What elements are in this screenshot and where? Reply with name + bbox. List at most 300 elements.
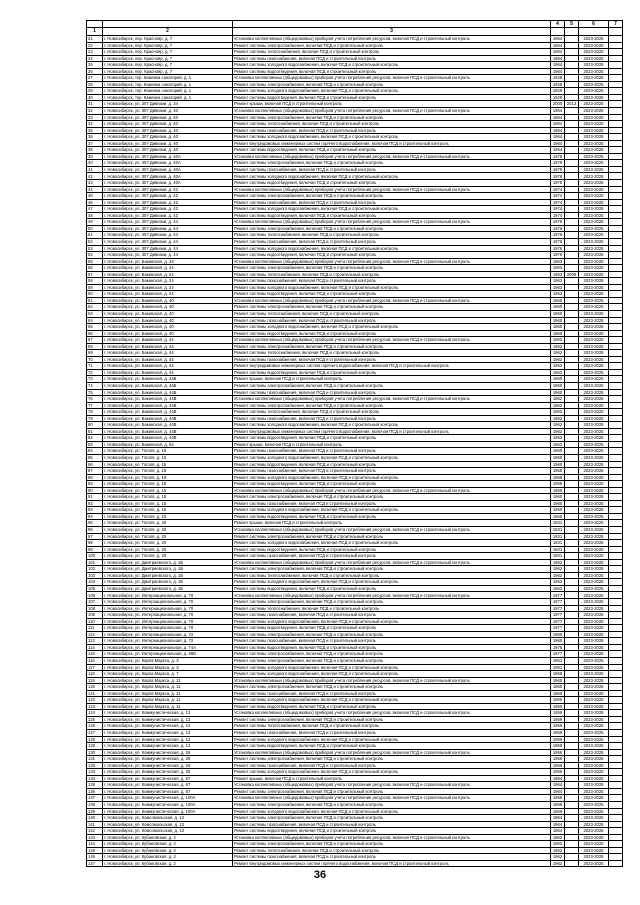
work-type-cell: Ремонт системы газоснабжения, включая ПСД и строительный контроль <box>233 238 551 245</box>
period-cell: 2023-2025 <box>579 664 609 671</box>
row-number-cell: 114 <box>87 644 103 651</box>
row-number-cell: 131 <box>87 756 103 763</box>
address-cell: г. Новосибирск, ул. Карла Маркса, д. 11 <box>103 677 233 684</box>
period-cell: 2023-2025 <box>579 599 609 606</box>
year-built-cell: 1962 <box>551 428 565 435</box>
period-cell: 2023-2025 <box>579 703 609 710</box>
period-cell: 2023-2025 <box>579 834 609 841</box>
address-cell: г. Новосибирск, ул. 307 Дивизии, д. 42 <box>103 193 233 200</box>
year-built-cell: 1956 <box>551 749 565 756</box>
work-type-cell: Ремонт системы теплоснабжения, включая ПСД и строительный контроль <box>233 572 551 579</box>
work-type-cell: Ремонт системы холодного водоснабжения, включая ПСД и строительный контроль <box>233 62 551 69</box>
row-number-cell: 63 <box>87 310 103 317</box>
address-cell: г. Новосибирск, ул. Бакинская, д. 40 <box>103 310 233 317</box>
address-cell: г. Новосибирск, ул. 307 Дивизии, д. 44 <box>103 232 233 239</box>
period-cell: 2023-2025 <box>579 350 609 357</box>
row-number-cell: 52 <box>87 238 103 245</box>
period-cell: 2023-2025 <box>579 815 609 822</box>
work-type-cell: Ремонт системы теплоснабжения, включая ПСД и строительный контроль <box>233 310 551 317</box>
work-type-cell: Ремонт системы холодного водоснабжения, включая ПСД и строительный контроль <box>233 245 551 252</box>
period-cell: 2023-2025 <box>579 324 609 331</box>
work-type-cell: Ремонт системы холодного водоснабжения, включая ПСД и строительный контроль <box>233 579 551 586</box>
address-cell: г. Новосибирск, тер. Каменка санаторий, д. 1 <box>103 81 233 88</box>
period-cell: 2023-2025 <box>579 284 609 291</box>
address-cell: г. Новосибирск, ул. Коммунистическая, д. 100А <box>103 801 233 808</box>
address-cell: г. Новосибирск, ул. Коммунистическая, д. 26 <box>103 749 233 756</box>
work-type-cell: Ремонт системы водоотведения, включая ПСД и строительный контроль <box>233 828 551 835</box>
address-cell: г. Новосибирск, ул. Коммунистическая, д. 67 <box>103 788 233 795</box>
year-built-cell: 1931 <box>551 533 565 540</box>
year-built-cell: 1962 <box>551 579 565 586</box>
work-type-cell: Ремонт системы холодного водоснабжения, включая ПСД и строительный контроль <box>233 134 551 141</box>
year-built-cell: 1976 <box>551 232 565 239</box>
year-built-cell: 1962 <box>551 422 565 429</box>
work-type-cell: Ремонт системы электроснабжения, включая ПСД и строительный контроль <box>233 684 551 691</box>
work-type-cell: Ремонт системы газоснабжения, включая ПСД и строительный контроль <box>233 500 551 507</box>
year-built-cell: 1959 <box>551 723 565 730</box>
period-cell: 2023-2025 <box>579 166 609 173</box>
year-built-cell: 1962 <box>551 363 565 370</box>
work-type-cell: Ремонт крыши, включая ПСД и строительный контроль <box>233 775 551 782</box>
row-number-cell: 91 <box>87 494 103 501</box>
address-cell: г. Новосибирск, ул. Карла Маркса, д. 11 <box>103 690 233 697</box>
address-cell: г. Новосибирск, ул. 307 Дивизии, д. 42 <box>103 186 233 193</box>
row-number-cell: 144 <box>87 841 103 848</box>
table-body <box>87 36 623 867</box>
row-number-cell: 54 <box>87 252 103 259</box>
row-number-cell: 32 <box>87 108 103 115</box>
address-cell: г. Новосибирск, ул. Бакинская, д. 44 <box>103 337 233 344</box>
address-cell: г. Новосибирск, ул. Интернациональная, д. 74А <box>103 644 233 651</box>
work-type-cell: Ремонт системы холодного водоснабжения, включая ПСД и строительный контроль <box>233 664 551 671</box>
row-number-cell: 61 <box>87 297 103 304</box>
period-cell: 2023-2025 <box>579 121 609 128</box>
period-cell: 2023-2025 <box>579 68 609 75</box>
address-cell: г. Новосибирск, ул. Кубановская, д. 2 <box>103 834 233 841</box>
year-built-cell: 1964 <box>551 114 565 121</box>
address-cell: г. Новосибирск, ул. 307 Дивизии, д. 40 <box>103 147 233 154</box>
header-cell <box>565 28 579 36</box>
work-type-cell: Ремонт системы теплоснабжения, включая ПСД и строительный контроль <box>233 49 551 56</box>
period-cell: 2023-2025 <box>579 140 609 147</box>
year-built-cell: 1966 <box>551 801 565 808</box>
address-cell: г. Новосибирск, ул. Гоголя, д. 19 <box>103 468 233 475</box>
work-type-cell: Установка коллективных (общедомовых) приборов учета потребления ресурсов, включая ПСД и строительный контроль <box>233 592 551 599</box>
year-built-cell: 1964 <box>551 55 565 62</box>
work-type-cell: Ремонт системы газоснабжения, включая ПСД и строительный контроль <box>233 854 551 861</box>
year-built-cell: 1960 <box>551 297 565 304</box>
address-cell: г. Новосибирск, пер. Краснояр, д. 7 <box>103 68 233 75</box>
period-cell: 2023-2025 <box>579 402 609 409</box>
work-type-cell: Установка коллективных (общедомовых) приборов учета потребления ресурсов, включая ПСД и строительный контроль <box>233 795 551 802</box>
work-type-cell: Ремонт системы водоотведения, включая ПСД и строительный контроль <box>233 703 551 710</box>
year-built-cell: 1976 <box>551 252 565 259</box>
work-type-cell: Ремонт системы электроснабжения, включая ПСД и строительный контроль <box>233 160 551 167</box>
year-built-cell: 1977 <box>551 605 565 612</box>
period-cell: 2023-2025 <box>579 527 609 534</box>
year-built-cell: 1974 <box>551 186 565 193</box>
address-cell: г. Новосибирск, ул. Бакинская, д. 24 <box>103 291 233 298</box>
work-type-cell: Установка коллективных (общедомовых) приборов учета потребления ресурсов, включая ПСД и строительный контроль <box>233 258 551 265</box>
year-built-cell: 1931 <box>551 546 565 553</box>
period-cell: 2023-2025 <box>579 317 609 324</box>
period-cell: 2023-2025 <box>579 219 609 226</box>
period-cell: 2023-2025 <box>579 559 609 566</box>
row-number-cell: 122 <box>87 697 103 704</box>
work-type-cell: Ремонт системы электроснабжения, включая ПСД и строительный контроль <box>233 402 551 409</box>
address-cell: г. Новосибирск, ул. Карла Маркса, д. 7 <box>103 671 233 678</box>
work-type-cell: Ремонт системы холодного водоснабжения, включая ПСД и строительный контроль <box>233 671 551 678</box>
row-number-cell: 49 <box>87 219 103 226</box>
address-cell: г. Новосибирск, ул. Бакинская, д. 44 <box>103 363 233 370</box>
year-built-cell: 1960 <box>551 703 565 710</box>
row-number-cell: 107 <box>87 599 103 606</box>
header-cell: 2 <box>103 28 233 36</box>
period-cell: 2023-2025 <box>579 147 609 154</box>
work-type-cell: Ремонт системы газоснабжения, включая ПСД и строительный контроль <box>233 55 551 62</box>
address-cell: г. Новосибирск, ул. 307 Дивизии, д. 44 <box>103 245 233 252</box>
year-built-cell: 1962 <box>551 369 565 376</box>
period-cell: 2023-2025 <box>579 841 609 848</box>
row-number-cell: 58 <box>87 278 103 285</box>
period-cell: 2023-2025 <box>579 821 609 828</box>
work-type-cell: Ремонт системы холодного водоснабжения, включая ПСД и строительный контроль <box>233 455 551 462</box>
row-number-cell: 127 <box>87 729 103 736</box>
address-cell: г. Новосибирск, ул. 307 Дивизии, д. 40 <box>103 134 233 141</box>
address-cell: г. Новосибирск, ул. Коммунистическая, д. 67 <box>103 775 233 782</box>
address-cell: г. Новосибирск, ул. Бакинская, д. 44В <box>103 435 233 442</box>
period-cell: 2023-2025 <box>579 409 609 416</box>
row-number-cell: 115 <box>87 651 103 658</box>
address-cell: г. Новосибирск, ул. Бакинская, д. 44 <box>103 350 233 357</box>
period-cell: 2023-2025 <box>579 566 609 573</box>
year-built-cell: 1964 <box>551 62 565 69</box>
row-number-cell: 87 <box>87 468 103 475</box>
period-cell: 2023-2025 <box>579 232 609 239</box>
period-cell: 2023-2025 <box>579 520 609 527</box>
year-built-cell: 1931 <box>551 527 565 534</box>
year-built-cell: 1964 <box>551 775 565 782</box>
row-number-cell: 135 <box>87 782 103 789</box>
period-cell: 2023-2025 <box>579 225 609 232</box>
year-built-cell: 1962 <box>551 415 565 422</box>
row-number-cell: 93 <box>87 507 103 514</box>
header-cell <box>579 28 609 36</box>
year-built-cell: 1963 <box>551 258 565 265</box>
work-type-cell: Ремонт системы холодного водоснабжения, включая ПСД и строительный контроль <box>233 206 551 213</box>
row-number-cell: 94 <box>87 513 103 520</box>
row-number-cell: 136 <box>87 788 103 795</box>
work-type-cell: Установка коллективных (общедомовых) приборов учета потребления ресурсов, включая ПСД и строительный контроль <box>233 487 551 494</box>
work-type-cell: Ремонт системы газоснабжения, включая ПСД и строительный контроль <box>233 729 551 736</box>
address-cell: г. Новосибирск, ул. Карла Маркса, д. 11 <box>103 697 233 704</box>
year-built-cell: 1974 <box>551 206 565 213</box>
row-number-cell: 71 <box>87 363 103 370</box>
work-type-cell: Ремонт системы водоотведения, включая ПСД и строительный контроль <box>233 644 551 651</box>
period-cell: 2023-2025 <box>579 330 609 337</box>
work-type-cell: Ремонт системы электроснабжения, включая ПСД и строительный контроль <box>233 566 551 573</box>
work-type-cell: Ремонт внутридомовых инженерных систем горячего водоснабжения, включая ПСД и строительный контроль <box>233 363 551 370</box>
row-number-cell: 46 <box>87 199 103 206</box>
year-built-cell: 1960 <box>551 500 565 507</box>
row-number-cell: 92 <box>87 500 103 507</box>
row-number-cell: 105 <box>87 585 103 592</box>
period-cell: 2023-2025 <box>579 756 609 763</box>
table-header <box>87 21 623 36</box>
work-type-cell: Ремонт системы водоотведения, включая ПСД и строительный контроль <box>233 625 551 632</box>
period-cell: 2023-2025 <box>579 638 609 645</box>
period-cell: 2023-2025 <box>579 828 609 835</box>
row-number-cell: 143 <box>87 834 103 841</box>
work-type-cell: Ремонт системы газоснабжения, включая ПСД и строительный контроль <box>233 762 551 769</box>
address-cell: г. Новосибирск, ул. Бакинская, д. 44Б <box>103 382 233 389</box>
address-cell: г. Новосибирск, пер. Краснояр, д. 7 <box>103 49 233 56</box>
work-type-cell: Установка коллективных (общедомовых) приборов учета потребления ресурсов, включая ПСД и строительный контроль <box>233 677 551 684</box>
address-cell: г. Новосибирск, ул. Гоголя, д. 15 <box>103 494 233 501</box>
work-type-cell: Ремонт системы электроснабжения, включая ПСД и строительный контроль <box>233 193 551 200</box>
address-cell: г. Новосибирск, ул. Бакинская, д. 44Б <box>103 376 233 383</box>
year-built-cell: 1960 <box>551 324 565 331</box>
address-cell: г. Новосибирск, ул. Гоголя, д. 15 <box>103 513 233 520</box>
row-number-cell: 95 <box>87 520 103 527</box>
period-cell: 2023-2025 <box>579 533 609 540</box>
address-cell: г. Новосибирск, ул. 307 Дивизии, д. 40 <box>103 127 233 134</box>
row-number-cell: 33 <box>87 114 103 121</box>
year-built-cell: 1964 <box>551 42 565 49</box>
period-cell: 2023-2025 <box>579 494 609 501</box>
year-built-cell: 1964 <box>551 140 565 147</box>
row-number-cell: 90 <box>87 487 103 494</box>
period-cell: 2023-2025 <box>579 258 609 265</box>
year-built-cell: 1962 <box>551 396 565 403</box>
work-type-cell: Ремонт системы электроснабжения, включая ПСД и строительный контроль <box>233 533 551 540</box>
period-cell: 2023-2025 <box>579 415 609 422</box>
year-repair-cell: 2009 <box>565 271 579 278</box>
address-cell: г. Новосибирск, ул. 307 Дивизии, д. 44 <box>103 219 233 226</box>
work-type-cell: Ремонт системы газоснабжения, включая ПСД и строительный контроль <box>233 690 551 697</box>
row-number-cell: 27 <box>87 75 103 82</box>
row-number-cell: 98 <box>87 540 103 547</box>
address-cell: г. Новосибирск, ул. Коммунистическая, д. 13 <box>103 736 233 743</box>
row-number-cell: 112 <box>87 631 103 638</box>
row-number-cell: 76 <box>87 396 103 403</box>
address-cell: г. Новосибирск, ул. Гоголя, д. 20 <box>103 553 233 560</box>
period-cell: 2023-2025 <box>579 775 609 782</box>
period-cell: 2023-2025 <box>579 173 609 180</box>
row-number-cell: 124 <box>87 710 103 717</box>
year-built-cell: 1978 <box>551 166 565 173</box>
period-cell: 2023-2025 <box>579 310 609 317</box>
row-number-cell: 62 <box>87 304 103 311</box>
year-built-cell: 2000 <box>551 101 565 108</box>
work-type-cell: Ремонт системы водоотведения, включая ПСД и строительный контроль <box>233 212 551 219</box>
period-cell: 2023-2025 <box>579 363 609 370</box>
address-cell: г. Новосибирск, ул. Комсомольская, д. 13 <box>103 815 233 822</box>
work-type-cell: Ремонт системы водоотведения, включая ПСД и строительный контроль <box>233 369 551 376</box>
work-type-cell: Ремонт системы электроснабжения, включая ПСД и строительный контроль <box>233 788 551 795</box>
year-built-cell: 1977 <box>551 651 565 658</box>
period-cell: 2023-2025 <box>579 206 609 213</box>
period-cell: 2023-2025 <box>579 448 609 455</box>
address-cell: г. Новосибирск, ул. Дмитриевского, д. 1Б <box>103 559 233 566</box>
row-number-cell: 138 <box>87 801 103 808</box>
row-number-cell: 57 <box>87 271 103 278</box>
year-built-cell: 1978 <box>551 180 565 187</box>
work-type-cell: Ремонт системы электроснабжения, включая ПСД и строительный контроль <box>233 225 551 232</box>
period-cell: 2023-2025 <box>579 265 609 272</box>
row-number-cell: 97 <box>87 533 103 540</box>
year-built-cell: 1975 <box>551 644 565 651</box>
period-cell: 2023-2025 <box>579 356 609 363</box>
work-type-cell: Установка коллективных (общедомовых) приборов учета потребления ресурсов, включая ПСД и строительный контроль <box>233 75 551 82</box>
period-cell: 2023-2025 <box>579 252 609 259</box>
work-type-cell: Ремонт системы электроснабжения, включая ПСД и строительный контроль <box>233 815 551 822</box>
address-cell: г. Новосибирск, ул. Бакинская, д. 44 <box>103 343 233 350</box>
work-type-cell: Ремонт крыши, включая ПСД и строительный контроль <box>233 520 551 527</box>
work-type-cell: Ремонт системы электроснабжения, включая ПСД и строительный контроль <box>233 599 551 606</box>
page-number: 36 <box>313 869 327 881</box>
address-cell: г. Новосибирск, ул. Гоголя, д. 20 <box>103 546 233 553</box>
period-cell: 2023-2025 <box>579 729 609 736</box>
row-number-cell: 99 <box>87 546 103 553</box>
period-cell: 2023-2025 <box>579 88 609 95</box>
period-cell: 2023-2025 <box>579 455 609 462</box>
row-number-cell: 40 <box>87 160 103 167</box>
year-built-cell: 1974 <box>551 199 565 206</box>
period-cell: 2023-2025 <box>579 382 609 389</box>
work-type-cell: Ремонт системы холодного водоснабжения, включая ПСД и строительный контроль <box>233 507 551 514</box>
row-number-cell: 146 <box>87 854 103 861</box>
address-cell: г. Новосибирск, ул. 307 Дивизии, д. 40 <box>103 121 233 128</box>
address-cell: г. Новосибирск, пер. Краснояр, д. 7 <box>103 55 233 62</box>
period-cell: 2023-2025 <box>579 736 609 743</box>
row-number-cell: 21 <box>87 36 103 43</box>
address-cell: г. Новосибирск, ул. Коммунистическая, д. 26 <box>103 762 233 769</box>
work-type-cell: Ремонт системы электроснабжения, включая ПСД и строительный контроль <box>233 382 551 389</box>
address-cell: г. Новосибирск, ул. 307 Дивизии, д. 42 <box>103 199 233 206</box>
row-number-cell: 126 <box>87 723 103 730</box>
work-type-cell: Ремонт системы теплоснабжения, включая ПСД и строительный контроль <box>233 350 551 357</box>
period-cell: 2023-2025 <box>579 376 609 383</box>
row-number-cell: 23 <box>87 49 103 56</box>
address-cell: г. Новосибирск, ул. Интернациональная, д. 86Б <box>103 651 233 658</box>
header-cell: 4 <box>551 21 565 28</box>
year-built-cell: 1964 <box>551 127 565 134</box>
address-cell: г. Новосибирск, ул. Кубановская, д. 2 <box>103 854 233 861</box>
year-built-cell: 1963 <box>551 291 565 298</box>
address-cell: г. Новосибирск, ул. Гоголя, д. 15 <box>103 448 233 455</box>
address-cell: г. Новосибирск, ул. Бакинская, д. 54 <box>103 441 233 448</box>
address-cell: г. Новосибирск, ул. 307 Дивизии, д. 44 <box>103 238 233 245</box>
row-number-cell: 103 <box>87 572 103 579</box>
work-type-cell: Ремонт системы теплоснабжения, включая ПСД и строительный контроль <box>233 271 551 278</box>
work-type-cell: Ремонт системы водоотведения, включая ПСД и строительный контроль <box>233 180 551 187</box>
year-built-cell: 1962 <box>551 409 565 416</box>
row-number-cell: 25 <box>87 62 103 69</box>
year-built-cell: 1960 <box>551 487 565 494</box>
period-cell: 2023-2025 <box>579 546 609 553</box>
period-cell: 2023-2025 <box>579 55 609 62</box>
year-built-cell: 1958 <box>551 481 565 488</box>
year-built-cell: 1976 <box>551 245 565 252</box>
row-number-cell: 67 <box>87 337 103 344</box>
year-built-cell: 1956 <box>551 756 565 763</box>
period-cell: 2023-2025 <box>579 199 609 206</box>
capital-repair-table <box>86 20 623 867</box>
address-cell: г. Новосибирск, ул. Коммунистическая, д. 67 <box>103 782 233 789</box>
row-number-cell: 72 <box>87 369 103 376</box>
period-cell: 2023-2025 <box>579 671 609 678</box>
work-type-cell: Ремонт системы водоотведения, включая ПСД и строительный контроль <box>233 513 551 520</box>
row-number-cell: 77 <box>87 402 103 409</box>
work-type-cell: Ремонт системы водоотведения, включая ПСД и строительный контроль <box>233 743 551 750</box>
row-number-cell: 73 <box>87 376 103 383</box>
year-built-cell: 1962 <box>551 356 565 363</box>
row-number-cell: 137 <box>87 795 103 802</box>
year-repair-cell <box>565 860 579 867</box>
address-cell: г. Новосибирск, ул. Гоголя, д. 20 <box>103 533 233 540</box>
year-built-cell: 1964 <box>551 49 565 56</box>
work-type-cell: Ремонт системы водоотведения, включая ПСД и строительный контроль <box>233 481 551 488</box>
year-built-cell: 1959 <box>551 743 565 750</box>
work-type-cell: Ремонт системы водоотведения, включая ПСД и строительный контроль <box>233 252 551 259</box>
year-built-cell: 1960 <box>551 507 565 514</box>
period-cell: 2023-2025 <box>579 618 609 625</box>
period-cell: 2023-2025 <box>579 697 609 704</box>
row-number-cell: 125 <box>87 716 103 723</box>
year-built-cell: 1963 <box>551 271 565 278</box>
work-type-cell: Ремонт системы холодного водоснабжения, включая ПСД и строительный контроль <box>233 769 551 776</box>
work-type-cell: Установка коллективных (общедомовых) приборов учета потребления ресурсов, включая ПСД и строительный контроль <box>233 834 551 841</box>
work-type-cell: Ремонт системы газоснабжения, включая ПСД и строительный контроль <box>233 356 551 363</box>
work-type-cell: Ремонт крыши, включая ПСД и строительный контроль <box>233 376 551 383</box>
address-cell: г. Новосибирск, ул. Интернациональная, д. 72 <box>103 631 233 638</box>
work-type-cell: Установка коллективных (общедомовых) приборов учета потребления ресурсов, включая ПСД и строительный контроль <box>233 36 551 43</box>
row-number-cell: 30 <box>87 94 103 101</box>
work-type-cell: Ремонт системы водоотведения, включая ПСД и строительный контроль <box>233 546 551 553</box>
work-type-cell: Установка коллективных (общедомовых) приборов учета потребления ресурсов, включая ПСД и строительный контроль <box>233 337 551 344</box>
row-number-cell: 59 <box>87 284 103 291</box>
row-number-cell: 123 <box>87 703 103 710</box>
address-cell: г. Новосибирск, ул. Коммунистическая, д. 13 <box>103 723 233 730</box>
work-type-cell: Установка коллективных (общедомовых) приборов учета потребления ресурсов, включая ПСД и строительный контроль <box>233 749 551 756</box>
work-type-cell: Ремонт системы электроснабжения, включая ПСД и строительный контроль <box>233 631 551 638</box>
period-cell: 2023-2025 <box>579 81 609 88</box>
work-type-cell: Ремонт внутридомовых инженерных систем горячего водоснабжения, включая ПСД и строительный контроль <box>233 860 551 867</box>
year-built-cell: 1959 <box>551 729 565 736</box>
work-type-cell: Ремонт системы холодного водоснабжения, включая ПСД и строительный контроль <box>233 284 551 291</box>
row-number-cell: 60 <box>87 291 103 298</box>
work-type-cell: Установка коллективных (общедомовых) приборов учета потребления ресурсов, включая ПСД и строительный контроль <box>233 782 551 789</box>
address-cell: г. Новосибирск, ул. Коммунистическая, д. 13 <box>103 710 233 717</box>
period-cell: 2023-2025 <box>579 782 609 789</box>
period-cell: 2023-2025 <box>579 795 609 802</box>
address-cell: г. Новосибирск, ул. Бакинская, д. 40 <box>103 317 233 324</box>
work-type-cell: Установка коллективных (общедомовых) приборов учета потребления ресурсов, включая ПСД и строительный контроль <box>233 710 551 717</box>
period-cell: 2023-2025 <box>579 474 609 481</box>
row-number-cell: 48 <box>87 212 103 219</box>
year-built-cell: 1978 <box>551 153 565 160</box>
row-number-cell: 142 <box>87 828 103 835</box>
address-cell: г. Новосибирск, ул. Бакинская, д. 44В <box>103 402 233 409</box>
address-cell: г. Новосибирск, ул. Гоголя, д. 20 <box>103 520 233 527</box>
work-type-cell: Ремонт системы газоснабжения, включая ПСД и строительный контроль <box>233 166 551 173</box>
work-type-cell: Ремонт системы электроснабжения, включая ПСД и строительный контроль <box>233 801 551 808</box>
address-cell: г. Новосибирск, ул. 307 Дивизии, д. 40А <box>103 160 233 167</box>
row-number-cell: 147 <box>87 860 103 867</box>
row-number-cell: 66 <box>87 330 103 337</box>
address-cell: г. Новосибирск, ул. Гоголя, д. 15 <box>103 507 233 514</box>
